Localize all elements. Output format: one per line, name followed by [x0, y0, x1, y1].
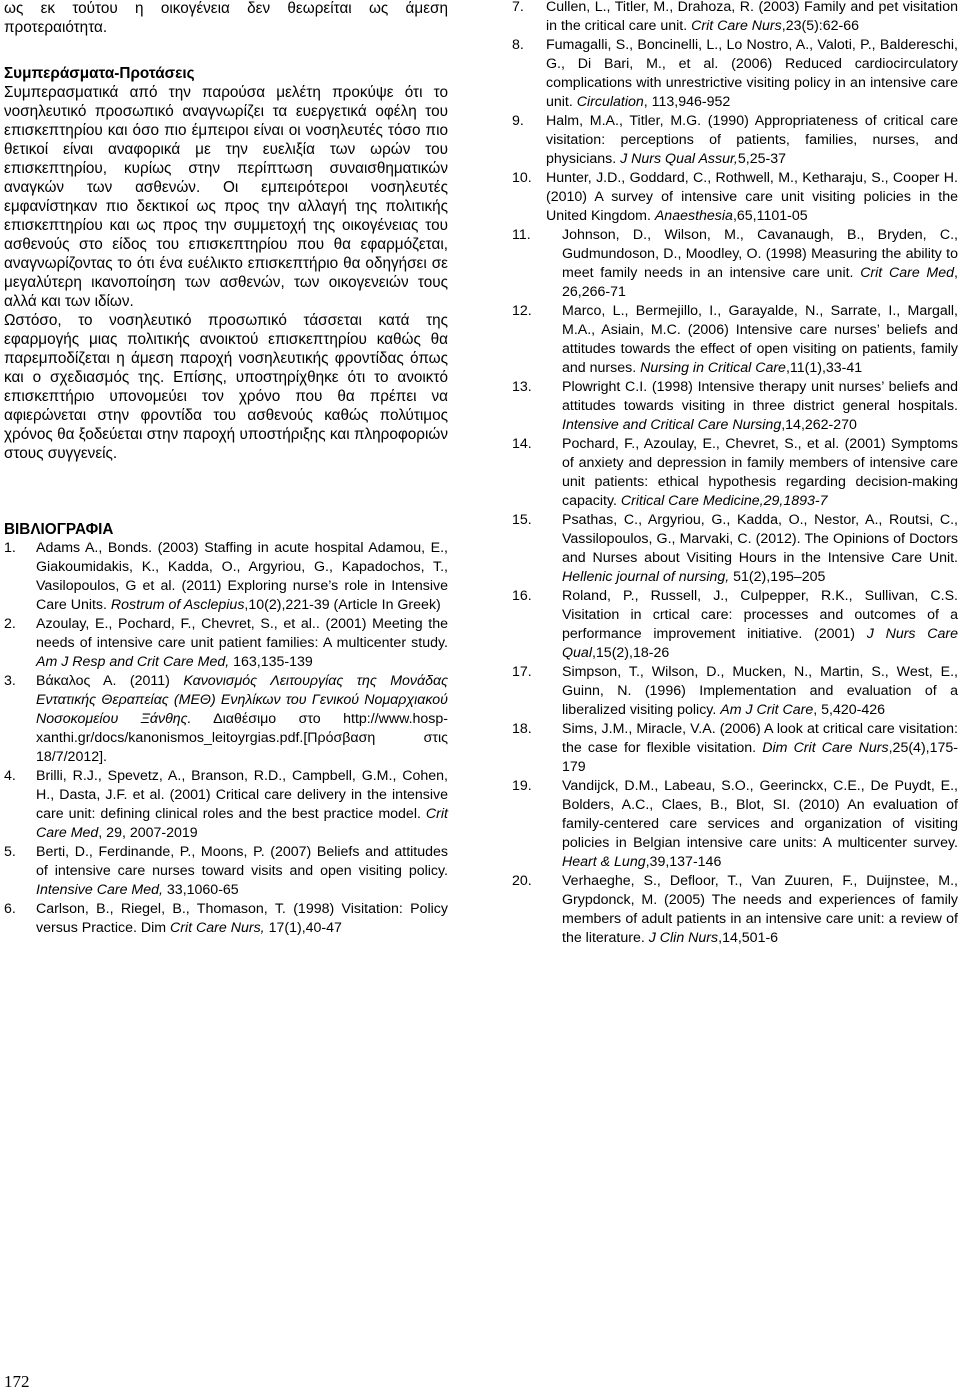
reference-source: Rostrum of Asclepius	[110, 597, 245, 613]
reference-item	[512, 0, 958, 36]
reference-source: Am J Crit Care	[720, 702, 814, 718]
references-list-left	[4, 539, 448, 938]
reference-text: Verhaeghe, S., Defloor, T., Van Zuuren, F., Duijnstee, M., Grypdonck, M. (2005) The needs and experiences of family members of adult patients in an intensive care unit: a review of the literature.	[562, 873, 958, 946]
reference-item	[512, 169, 958, 226]
reference-text: Fumagalli, S., Boncinelli, L., Lo Nostro, A., Valoti, P., Baldereschi, G., Di Bari, M., et al. (2006) Reduced cardiocirculatory complications with unrestrictive visiting policy in an intensive care unit.	[546, 37, 958, 110]
reference-source: Crit Care Med	[36, 806, 448, 841]
reference-text: Simpson, T., Wilson, D., Mucken, N., Martin, S., West, E., Guinn, N. (1996) Implementation and evaluation of a liberalized visiting policy.	[562, 664, 958, 718]
reference-source: Heart & Lung	[562, 854, 646, 870]
reference-details: ,39,137-146	[645, 854, 722, 870]
reference-item	[4, 539, 448, 615]
reference-text: Sims, J.M., Miracle, V.A. (2006) A look at critical care visitation: the case for flexible visitation.	[562, 721, 958, 756]
reference-source: Intensive Care Med,	[36, 882, 163, 898]
left-column	[4, 0, 448, 938]
reference-details: ,15(2),18-26	[591, 645, 670, 661]
reference-text: Brilli, R.J., Spevetz, A., Branson, R.D., Campbell, G.M., Cohen, H., Dasta, J.F. et al. (2001) Critical care delivery in the intensive care unit: defining clinical roles and the best practice model.	[36, 768, 448, 822]
references-title: ΒΙΒΛΙΟΓΡΑΦΙΑ	[4, 521, 114, 538]
reference-item	[512, 587, 958, 663]
page-number: 172	[4, 1372, 30, 1391]
reference-text: Marco, L., Bermejillo, I., Garayalde, N., Sarrate, I., Margall, M.A., Asiain, M.C. (2006) Intensive care nurses’ beliefs and attitudes towards the effect of open visiting on patients, family and nurses.	[562, 303, 958, 376]
reference-details: , 5,420-426	[813, 702, 886, 718]
reference-number: 19.	[512, 778, 532, 794]
reference-text: Βάκαλος Α. (2011)	[36, 673, 184, 689]
reference-number: 16.	[512, 588, 532, 604]
reference-source: Crit Care Med	[860, 265, 955, 281]
reference-details: ,14,262-270	[781, 417, 857, 433]
reference-number: 14.	[512, 436, 532, 452]
reference-number: 2.	[4, 616, 16, 632]
reference-item	[512, 36, 958, 112]
reference-number: 18.	[512, 721, 532, 737]
reference-item	[512, 435, 958, 511]
reference-details: , 113,946-952	[643, 94, 731, 110]
reference-number: 20.	[512, 873, 532, 889]
reference-text: Roland, P., Russell, J., Culpepper, R.K., Sullivan, C.S. Visitation in crtical care: processes and outcomes of a performance improvement initiative. (2001)	[562, 588, 958, 642]
reference-text: Halm, M.A., Titler, M.G. (1990) Appropriateness of critical care visitation: perceptions of patients, families, nurses, and physicians.	[546, 113, 958, 167]
reference-item	[4, 767, 448, 843]
reference-details: 33,1060-65	[162, 882, 239, 898]
reference-details: ,23(5):62-66	[781, 18, 860, 34]
reference-number: 15.	[512, 512, 532, 528]
conclusions-paragraph-1: Συμπερασματικά από την παρούσα μελέτη προκύψε ότι το νοσηλευτικό προσωπικό αναγνωρίζει τα ευεργετικά οφέλη του επισκεπτηρίου και όσο πιο έμπειροι είναι οι νοσηλευτές τόσο πιο θετικοί είναι αναφορικά με την ευελιξία των ωρών του επισκεπτηρίου, κυρίως στην περίπτωση συναισθηματικών αναγκών των ασθενών. Οι εμπειρότεροι νοσηλευτές εμφανίστηκαν πιο δεκτικοί ως προς την αλλαγή της πολιτικής επισκεπτηρίου και ως προς την συμμετοχή της οικογένειας του ασθενούς στο είδος του επισκεπτηρίου που θα εφαρμόζεται, αναγνωρίζοντας το ότι ένα ευέλικτο επισκεπτήριο θα οδηγήσει σε μεγαλύτερη ικανοποίηση των ασθενών, των οικογενειών τους αλλά και των ιδίων.	[4, 84, 448, 310]
reference-number: 1.	[4, 540, 16, 556]
reference-number: 9.	[512, 113, 524, 129]
reference-item	[512, 226, 958, 302]
reference-number: 6.	[4, 901, 16, 917]
reference-details: ,25(4),175-179	[562, 740, 959, 775]
reference-source: Nursing in Critical Care	[640, 360, 786, 376]
reference-number: 7.	[512, 0, 524, 15]
reference-details: ,65,1101-05	[732, 208, 808, 224]
reference-source: Am J Resp and Crit Care Med,	[36, 654, 230, 670]
reference-text: Berti, D., Ferdinande, P., Moons, P. (2007) Beliefs and attitudes of intensive care nurses toward visits and open visiting policy.	[36, 844, 448, 879]
reference-item	[512, 663, 958, 720]
conclusions-paragraph-2: Ωστόσο, το νοσηλευτικό προσωπικό τάσσεται κατά της εφαρμογής μιας πολιτικής ανοικτού επισκεπτηρίου καθώς θα παρεμποδίζεται η άμεση παροχή νοσηλευτικής φροντίδας όπως και ο σχεδιασμός της. Επίσης, υποστηρίχθηκε ότι το ανοικτό επισκεπτήριο υπονομεύει τον χρόνο που θα πρέπει να αφιερώνεται στην φροντίδα του ασθενούς καθώς πολύτιμος χρόνος θα ξοδεύεται στην παροχή υποστήριξης και πληροφοριών στους συγγενείς.	[4, 312, 448, 462]
reference-number: 17.	[512, 664, 532, 680]
reference-text: Psathas, C., Argyriou, G., Kadda, O., Nestor, A., Routsi, C., Vassilopoulos, G., Marvaki, C. (2012). The Opinions of Doctors and Nurses about Visiting Hours in the Intensive Care Unit.	[562, 512, 958, 566]
reference-details: 17(1),40-47	[264, 920, 342, 936]
reference-details: 163,135-139	[229, 654, 313, 670]
reference-item	[512, 112, 958, 169]
reference-number: 3.	[4, 673, 16, 689]
reference-source: Critical Care Medicine,29,1893-7	[620, 493, 828, 509]
reference-item	[512, 872, 958, 948]
reference-item	[4, 615, 448, 672]
reference-number: 10.	[512, 170, 532, 186]
reference-source: Hellenic journal of nursing,	[562, 569, 730, 585]
reference-text: Adams A., Bonds. (2003) Staffing in acute hospital Adamou, E., Giakoumidakis, K., Kadda, O., Argyriou, G., Kapadochos, T., Vasilopoulos, G et al. (2011) Exploring nurse’s role in Intensive Care Units.	[36, 540, 448, 613]
reference-details: ,10(2),221-39 (Article In Greek)	[244, 597, 441, 613]
reference-number: 13.	[512, 379, 532, 395]
right-column	[512, 0, 958, 948]
reference-source: Κανονισμός Λειτουργίας της Μονάδας Εντατικής Θεραπείας (ΜΕΘ) Ενηλίκων του Γενικού Νομαρχιακού Νοσοκομείου Ξάνθης.	[36, 673, 448, 727]
reference-source: Anaesthesia	[654, 208, 733, 224]
reference-text: Johnson, D., Wilson, M., Cavanaugh, B., Bryden, C., Gudmundoson, D., Moodley, O. (1998) Measuring the ability to meet family needs in an intensive care unit.	[562, 227, 958, 281]
reference-details: , 26,266-71	[562, 265, 958, 300]
reference-details: Διαθέσιμο στο http://www.hosp-xanthi.gr/docs/kanonismos_leitoyrgias.pdf.[Πρόσβαση στις 18/7/2012].	[36, 711, 448, 765]
reference-item	[512, 511, 958, 587]
reference-details: 5,25-37	[737, 151, 786, 167]
reference-item	[512, 378, 958, 435]
reference-text: Carlson, B., Riegel, B., Thomason, T. (1998) Visitation: Policy versus Practice. Dim	[36, 901, 448, 936]
reference-source: Crit Care Nurs,	[170, 920, 265, 936]
reference-number: 5.	[4, 844, 16, 860]
reference-details: 51(2),195–205	[729, 569, 826, 585]
reference-text: Cullen, L., Titler, M., Drahoza, R. (2003) Family and pet visitation in the critical care unit.	[546, 0, 958, 34]
reference-source: J Clin Nurs	[648, 930, 719, 946]
reference-details: ,11(1),33-41	[785, 360, 863, 376]
reference-source: Dim Crit Care Nurs	[762, 740, 889, 756]
references-list-right	[512, 0, 958, 948]
reference-number: 8.	[512, 37, 524, 53]
reference-details: , 29, 2007-2019	[98, 825, 198, 841]
reference-item	[512, 302, 958, 378]
reference-source: Circulation	[576, 94, 644, 110]
reference-source: Intensive and Critical Care Nursing	[562, 417, 782, 433]
section-title: Συμπεράσματα-Προτάσεις	[4, 65, 195, 82]
reference-item	[4, 900, 448, 938]
reference-number: 11.	[512, 227, 531, 243]
reference-details: ,14,501-6	[718, 930, 779, 946]
reference-text: Vandijck, D.M., Labeau, S.O., Geerinckx, C.E., De Puydt, E., Bolders, A.C., Claes, B., Blot, SI. (2010) An evaluation of family-centered care services and organization of visiting policies in Belgian intensive care units: A multicenter survey.	[562, 778, 958, 851]
reference-source: Crit Care Nurs	[691, 18, 782, 34]
reference-source: J Nurs Qual Assur,	[620, 151, 738, 167]
reference-item	[512, 777, 958, 872]
reference-text: Hunter, J.D., Goddard, C., Rothwell, M., Ketharaju, S., Cooper H. (2010) A survey of intensive care unit visiting policies in the United Kingdom.	[546, 170, 958, 224]
reference-number: 12.	[512, 303, 532, 319]
reference-text: Plowright C.I. (1998) Intensive therapy unit nurses’ beliefs and attitudes towards visiting in three district general hospitals.	[562, 379, 958, 414]
reference-number: 4.	[4, 768, 16, 784]
reference-item	[4, 843, 448, 900]
reference-item	[4, 672, 448, 767]
reference-text: Pochard, F., Azoulay, E., Chevret, S., et al. (2001) Symptoms of anxiety and depression in family members of intensive care unit patients: ethical hypothesis regarding decision-making capacity.	[562, 436, 958, 509]
reference-text: Azoulay, E., Pochard, F., Chevret, S., et al.. (2001) Meeting the needs of intensive care unit patient families: A multicenter study.	[36, 616, 448, 651]
intro-text: ως εκ τούτου η οικογένεια δεν θεωρείται ως άμεση προτεραιότητα.	[4, 0, 448, 36]
reference-source: J Nurs Care Qual	[562, 626, 958, 661]
reference-item	[512, 720, 958, 777]
